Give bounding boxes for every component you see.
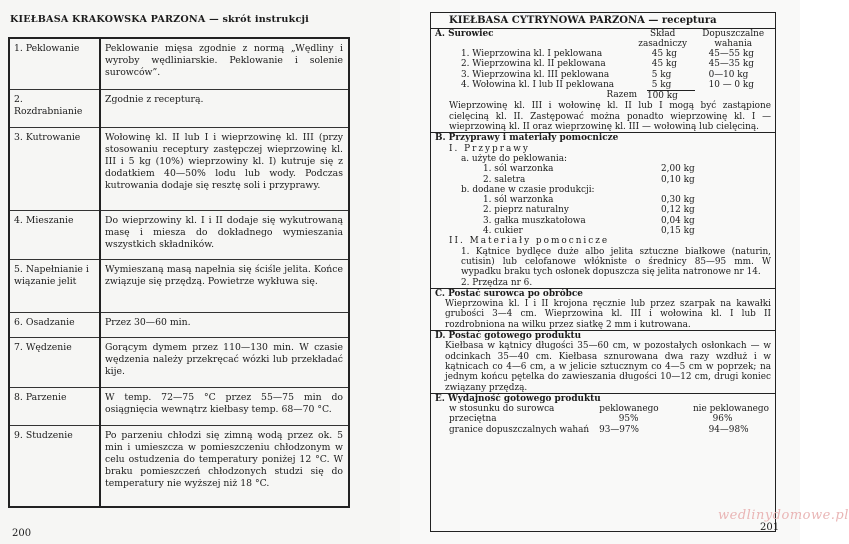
total-value: 100 kg bbox=[647, 90, 695, 101]
spices-heading: I. Przyprawy bbox=[449, 143, 530, 154]
section-a-label: A. Surowiec bbox=[435, 29, 494, 39]
yield-header-row bbox=[435, 404, 771, 414]
step-text: Do wieprzowiny kl. I i II dodaje się wykutrowaną masę i miesza do dokładnego wymieszania wszystkich składników. bbox=[100, 210, 349, 259]
yield-row bbox=[435, 425, 771, 435]
section-c-label: C. Postać surowca po obróbce bbox=[431, 288, 775, 299]
spice-amount: 2,00 kg bbox=[661, 164, 695, 175]
section-b-label: B. Przyprawy i materiały pomocnicze bbox=[431, 132, 775, 143]
yield-col-uncured: nie peklowanego bbox=[692, 404, 769, 415]
ingredient-range: 45—35 kg bbox=[708, 59, 754, 70]
col-header-range: Dopuszczalne wahania bbox=[702, 29, 765, 49]
ingredient-row bbox=[435, 80, 771, 90]
recipe-frame bbox=[430, 12, 776, 532]
ingredient-range: 0—10 kg bbox=[708, 69, 749, 80]
ingredient-main: 45 kg bbox=[651, 59, 677, 70]
left-page bbox=[0, 0, 400, 544]
substitution-note: Wieprzowinę kl. III i wołowinę kl. II lub I mogą być zastąpione cielęciną kl. II. Zastępować można ponadto wieprzowinę kl. I — wieprzowiną kl. II oraz wieprzowinę kl. III — wołowiną lub cielęciną. bbox=[449, 101, 771, 133]
step-text: Peklowanie mięsa zgodnie z normą „Wędliny i wyroby wędliniarskie. Peklowanie i solenie surowców”. bbox=[105, 43, 343, 79]
title-sub: — skrót instrukcji bbox=[209, 14, 310, 25]
ingredient-name: 2. Wieprzowina kl. II peklowana bbox=[461, 59, 606, 70]
step-name: 4. Mieszanie bbox=[9, 210, 100, 259]
auxiliary-item-1: 1. Kątnice bydlęce duże albo jelita sztuczne białkowe (naturin, cutisin) lub celofanowe włókniste o średnicy 85—95 mm. W wypadku braku tych osłonek dopuszcza się jelita natronowe nr 14. bbox=[461, 246, 771, 278]
step-text: W temp. 72—75 °C przez 55—75 min do osiągnięcia wewnątrz kiełbasy temp. 68—70 °C. bbox=[100, 387, 349, 425]
title-main: KIEŁBASA KRAKOWSKA PARZONA bbox=[10, 14, 206, 25]
spice-name: 1. sól warzonka bbox=[483, 164, 554, 175]
spice-amount: 0,12 kg bbox=[661, 205, 695, 216]
step-text: Zgodnie z recepturą. bbox=[100, 89, 349, 127]
yield-value-cured: 95% bbox=[618, 414, 639, 425]
step-text: Gorącym dymem przez 110—130 min. W czasie wędzenia należy przekręcać wózki lub przekładać kije. bbox=[100, 337, 349, 387]
auxiliary-heading: II. Materiały pomocnicze bbox=[449, 236, 610, 247]
recipe-body bbox=[431, 29, 775, 435]
table-row bbox=[9, 89, 349, 127]
ingredient-name: 4. Wołowina kl. I lub II peklowana bbox=[461, 79, 615, 90]
yield-range-uncured: 94—98% bbox=[708, 424, 749, 435]
spice-item bbox=[435, 226, 771, 236]
ingredient-main: 45 kg bbox=[651, 49, 677, 59]
table-row bbox=[9, 127, 349, 210]
spice-item bbox=[435, 175, 771, 185]
watermark: wedlinydomowe.pl bbox=[718, 508, 849, 523]
yield-row bbox=[435, 414, 771, 424]
step-name: 7. Wędzenie bbox=[9, 337, 100, 387]
spice-item bbox=[435, 164, 771, 174]
yield-label: przeciętna bbox=[449, 414, 497, 425]
ingredient-main: 5 kg bbox=[651, 79, 672, 90]
col-header-main: Skład zasadniczy bbox=[638, 29, 687, 49]
yield-label: granice dopuszczalnych wahań bbox=[449, 424, 590, 435]
table-row bbox=[9, 312, 349, 337]
step-text: Po parzeniu chłodzi się zimną wodą przez ok. 5 min i umieszcza w pomieszczeniu chłodzonym w celu ostudzenia do temperatury poniżej 12 °C. W braku pomieszczeń chłodzonych studzi się do temperatury nie wyższej niż 18 °C. bbox=[100, 425, 349, 507]
spice-name: 4. cukier bbox=[483, 226, 523, 237]
spice-name: 2. pieprz naturalny bbox=[483, 205, 569, 216]
spice-item bbox=[435, 205, 771, 215]
spice-item bbox=[435, 195, 771, 205]
curing-label: a. użyte do peklowania: bbox=[461, 153, 568, 164]
yield-value-uncured: 96% bbox=[712, 414, 733, 425]
yield-label: w stosunku do surowca bbox=[449, 404, 555, 415]
spice-amount: 0,04 kg bbox=[661, 215, 695, 226]
total-label: Razem bbox=[606, 90, 637, 101]
step-name: 8. Parzenie bbox=[9, 387, 100, 425]
ingredient-row bbox=[435, 70, 771, 80]
step-name: 3. Kutrowanie bbox=[9, 127, 100, 210]
ingredient-name: 3. Wieprzowina kl. III peklowana bbox=[461, 69, 610, 80]
left-page-title bbox=[10, 14, 350, 25]
table-row bbox=[9, 38, 349, 89]
spice-amount: 0,30 kg bbox=[661, 195, 695, 206]
step-text: Wymieszaną masą napełnia się ściśle jelita. Końce związuje się przędzą. Powietrze wykłuwa się. bbox=[100, 259, 349, 312]
yield-range-cured: 93—97% bbox=[599, 424, 639, 435]
section-a-header bbox=[435, 29, 771, 49]
spice-name: 2. saletra bbox=[483, 174, 526, 185]
ingredient-range: 10 — 0 kg bbox=[708, 79, 754, 90]
step-name: 2. Rozdrabnianie bbox=[9, 89, 100, 127]
step-name: 9. Studzenie bbox=[9, 425, 100, 507]
auxiliary-item-2: 2. Przędza nr 6. bbox=[461, 277, 533, 288]
instruction-table bbox=[8, 37, 350, 508]
spice-name: 1. sól warzonka bbox=[483, 195, 554, 206]
section-d-label: D. Postać gotowego produktu bbox=[431, 330, 775, 341]
table-row bbox=[9, 259, 349, 312]
yield-col-cured: peklowanego bbox=[599, 404, 659, 415]
ingredient-row bbox=[435, 59, 771, 69]
right-page bbox=[400, 0, 849, 544]
step-name: 1. Peklowanie bbox=[9, 38, 100, 89]
section-d-text: Kiełbasa w kątnicy długości 35—60 cm, w pozostałych osłonkach — w odcinkach 35—40 cm. Kiełbasa sznurowana dwa razy wzdłuż i w kątnicach co 4—6 cm, a w jelicie sztucznym co 4—5 cm w poprzek; na jednym końcu pętelka do zawieszania długości 10—12 cm, drugi koniec związany przędzą. bbox=[445, 341, 771, 393]
production-label: b. dodane w czasie produkcji: bbox=[461, 184, 595, 195]
ingredient-main: 5 kg bbox=[651, 69, 672, 80]
page-number-right: 201 bbox=[760, 522, 780, 533]
section-c-text: Wieprzowina kl. I i II krojona ręcznie lub przez szarpak na kawałki grubości 3—4 cm. Wieprzowina kl. III i wołowina kl. I lub II rozdrobniona na wilku przez siatkę 2 mm i kutrowana. bbox=[445, 299, 771, 330]
section-e-label: E. Wydajność gotowego produktu bbox=[431, 393, 775, 404]
table-row bbox=[9, 425, 349, 507]
ingredient-row bbox=[435, 49, 771, 59]
step-name: 5. Napełnianie i wiązanie jelit bbox=[9, 259, 100, 312]
ingredient-range: 45—55 kg bbox=[708, 49, 754, 59]
spice-amount: 0,15 kg bbox=[661, 226, 695, 237]
step-text: Wołowinę kl. II lub I i wieprzowinę kl. III (przy stosowaniu receptury zastępczej wieprzowinę kl. III i 5 kg (10%) wieprzowiny kl. I) kutruje się z dodatkiem 40—50% lodu lub wody. Podczas kutrowania dodaje się resztę soli i przyprawy. bbox=[100, 127, 349, 210]
ingredient-name: 1. Wieprzowina kl. I peklowana bbox=[461, 49, 603, 59]
table-row bbox=[9, 210, 349, 259]
step-text: Przez 30—60 min. bbox=[100, 312, 349, 337]
table-row bbox=[9, 387, 349, 425]
spice-item bbox=[435, 216, 771, 226]
spice-name: 3. gałka muszkatołowa bbox=[483, 215, 586, 226]
spice-amount: 0,10 kg bbox=[661, 174, 695, 185]
recipe-title: KIEŁBASA CYTRYNOWA PARZONA — receptura bbox=[431, 13, 775, 29]
table-row bbox=[9, 337, 349, 387]
total-row bbox=[435, 90, 771, 101]
step-name: 6. Osadzanie bbox=[9, 312, 100, 337]
page-number-left: 200 bbox=[12, 528, 32, 539]
